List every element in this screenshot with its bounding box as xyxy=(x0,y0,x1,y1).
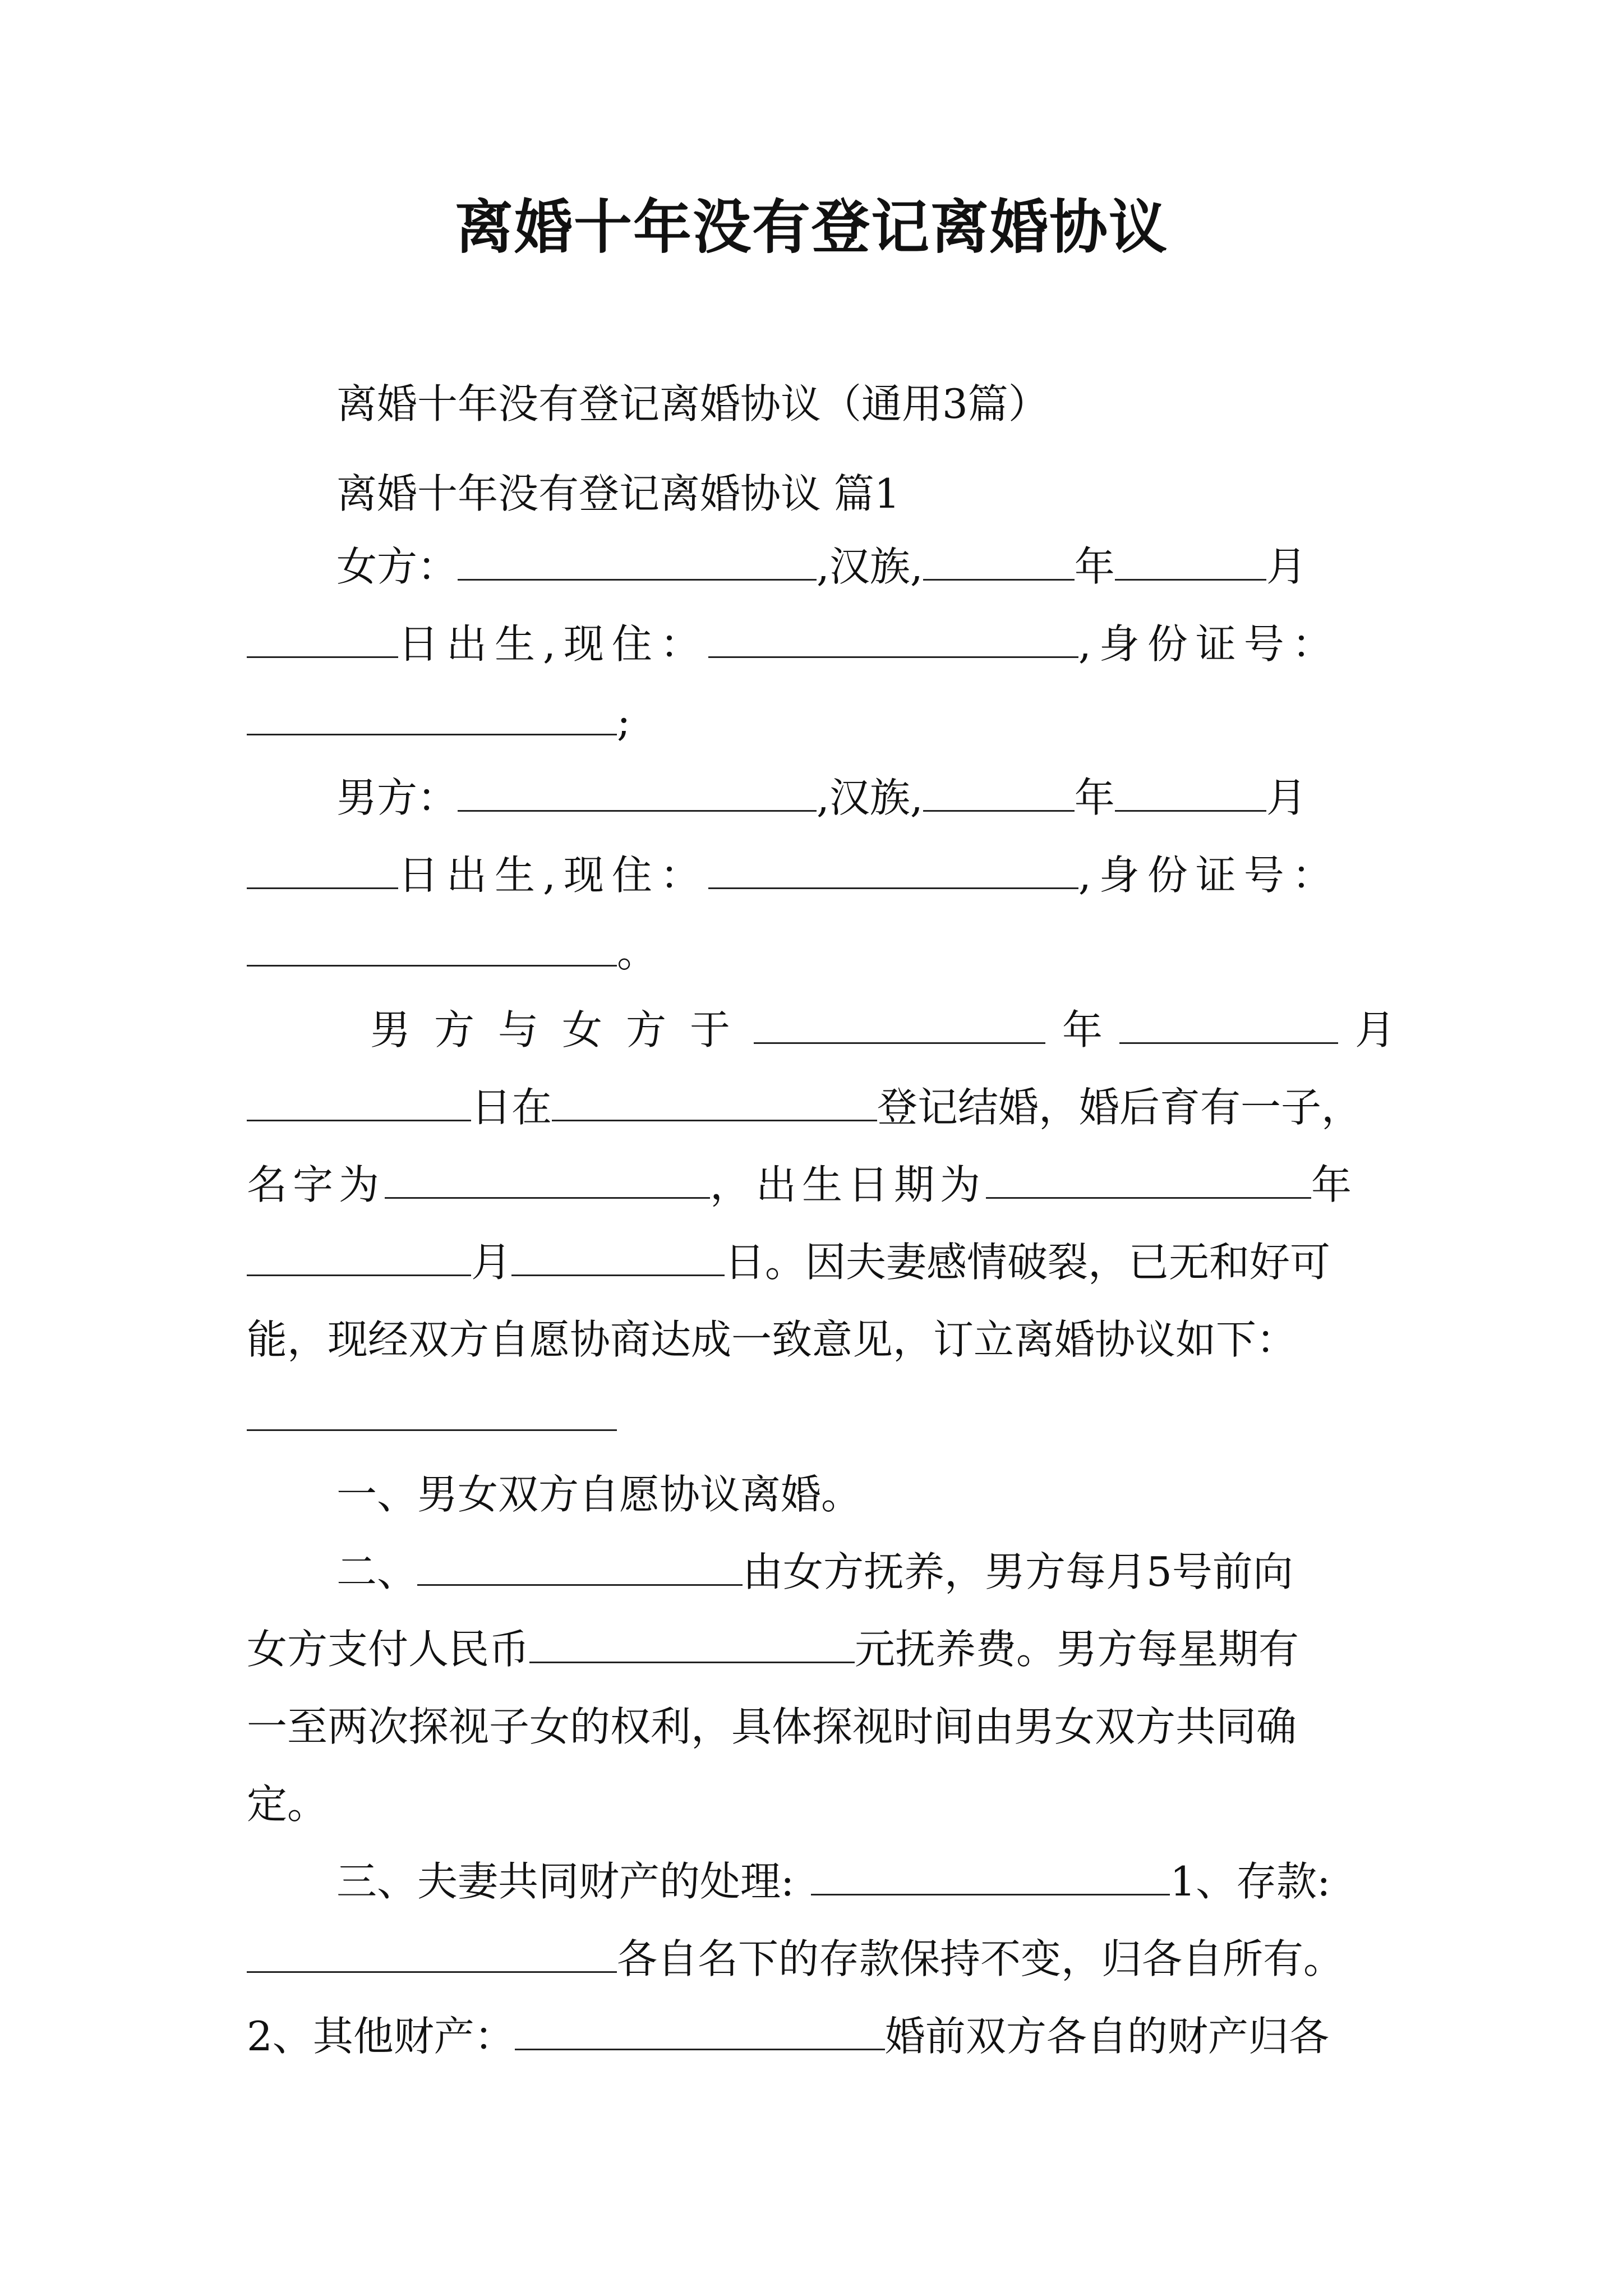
child-year-label: 年 xyxy=(1311,1161,1352,1208)
clause-2-line-3: 一至两次探视子女的权利，具体探视时间由男女双方共同确 xyxy=(247,1703,1297,1750)
female-year-label: 年 xyxy=(1074,543,1115,590)
marriage-month-blank xyxy=(1119,1007,1338,1044)
female-month-label: 月 xyxy=(1266,543,1307,590)
male-name-blank xyxy=(458,775,817,812)
female-id-label: ,身份证号： xyxy=(1078,620,1340,668)
child-name-label: 名字为 xyxy=(247,1161,385,1208)
marriage-line-4 xyxy=(247,1234,1330,1290)
marriage-line-3 xyxy=(247,1157,1352,1213)
marriage-intro: 男方与女方于 xyxy=(370,1006,754,1053)
child-name-blank xyxy=(385,1162,710,1199)
marriage-month-label: 月 xyxy=(1355,1006,1396,1053)
female-line-3 xyxy=(247,693,630,749)
female-address-blank xyxy=(708,622,1078,658)
male-ethnicity: ,汉族, xyxy=(817,774,923,821)
marriage-line-2 xyxy=(247,1079,1362,1135)
female-line-1 xyxy=(336,539,1307,595)
agreement-blank xyxy=(247,1395,617,1431)
male-month-label: 月 xyxy=(1266,774,1307,821)
clause-3-line-1 xyxy=(336,1853,1330,1910)
male-end: 。 xyxy=(617,929,658,976)
child-month-label: 月 xyxy=(471,1239,512,1286)
marriage-place-label: 日在 xyxy=(471,1084,552,1131)
female-birth-month-blank xyxy=(1115,544,1266,581)
subtitle: 离婚十年没有登记离婚协议（通用3篇） xyxy=(336,380,1049,427)
clause-1: 一、男女双方自愿协议离婚。 xyxy=(336,1471,862,1518)
other-property-label: 2、其他财产： xyxy=(247,2013,515,2060)
agreement-blank-line xyxy=(247,1389,617,1445)
section-heading: 离婚十年没有登记离婚协议 篇1 xyxy=(336,470,900,517)
male-year-label: 年 xyxy=(1074,774,1115,821)
male-address-blank xyxy=(708,853,1078,889)
clause-3-line-3 xyxy=(247,2008,1329,2064)
male-id-label: ,身份证号： xyxy=(1078,852,1340,899)
female-ethnicity: ,汉族, xyxy=(817,543,923,590)
female-name-blank xyxy=(458,544,817,581)
marriage-year-blank xyxy=(754,1007,1045,1044)
female-line-2 xyxy=(247,616,1340,672)
marriage-year-label: 年 xyxy=(1062,1006,1103,1053)
male-id-blank xyxy=(247,930,617,967)
child-birth-month-blank xyxy=(247,1240,471,1276)
custody-child-blank xyxy=(417,1549,743,1586)
page-title: 离婚十年没有登记离婚协议 xyxy=(454,193,1168,261)
clause-2-line-4: 定。 xyxy=(247,1780,328,1828)
marriage-line-1 xyxy=(370,1002,1395,1058)
male-line-3 xyxy=(247,924,657,981)
custody-text: 由女方抚养，男方每月5号前向 xyxy=(743,1548,1293,1595)
male-birth-month-blank xyxy=(1115,775,1266,812)
payment-label: 女方支付人民币 xyxy=(247,1626,530,1673)
marriage-place-blank xyxy=(552,1085,877,1121)
female-label: 女方： xyxy=(336,543,458,590)
payment-text: 元抚养费。男方每星期有 xyxy=(855,1626,1299,1673)
female-end: ; xyxy=(617,698,631,745)
marriage-child-text: 登记结婚，婚后育有一子， xyxy=(877,1084,1362,1131)
marriage-line-5 xyxy=(247,1312,1297,1368)
other-property-text: 婚前双方各自的财产归各 xyxy=(884,2013,1329,2060)
male-line-1 xyxy=(336,770,1307,826)
clause-3-line-2 xyxy=(247,1931,1344,1987)
payment-amount-blank xyxy=(529,1627,855,1663)
marriage-day-blank xyxy=(247,1085,471,1121)
agreement-intro-text: 能，现经双方自愿协商达成一致意见，订立离婚协议如下： xyxy=(247,1316,1297,1363)
male-line-2 xyxy=(247,847,1340,903)
deposit-label: 1、存款: xyxy=(1170,1858,1331,1905)
property-blank xyxy=(811,1859,1170,1895)
male-birth-year-blank xyxy=(923,775,1075,812)
female-id-blank xyxy=(247,699,617,735)
property-heading: 三、夫妻共同财产的处理: xyxy=(336,1858,795,1905)
female-birth-day-blank xyxy=(247,622,398,658)
male-birth-label: 日出生,现住： xyxy=(398,852,708,899)
clause-2-number: 二、 xyxy=(336,1548,418,1595)
deposit-text: 各自名下的存款保持不变，归各自所有。 xyxy=(617,1935,1344,1982)
deposit-blank xyxy=(247,1936,617,1973)
male-label: 男方： xyxy=(336,774,458,821)
female-birth-year-blank xyxy=(923,544,1075,581)
child-birth-label: ，出生日期为 xyxy=(710,1161,986,1208)
child-birth-year-blank xyxy=(986,1162,1311,1199)
other-property-blank xyxy=(515,2014,885,2050)
divorce-reason-text: 日。因夫妻感情破裂，已无和好可 xyxy=(725,1239,1331,1286)
female-birth-label: 日出生,现住： xyxy=(398,620,708,668)
clause-2-line-2 xyxy=(247,1621,1299,1677)
clause-2-line-1 xyxy=(336,1544,1293,1600)
child-birth-day-blank xyxy=(511,1240,725,1276)
male-birth-day-blank xyxy=(247,853,398,889)
